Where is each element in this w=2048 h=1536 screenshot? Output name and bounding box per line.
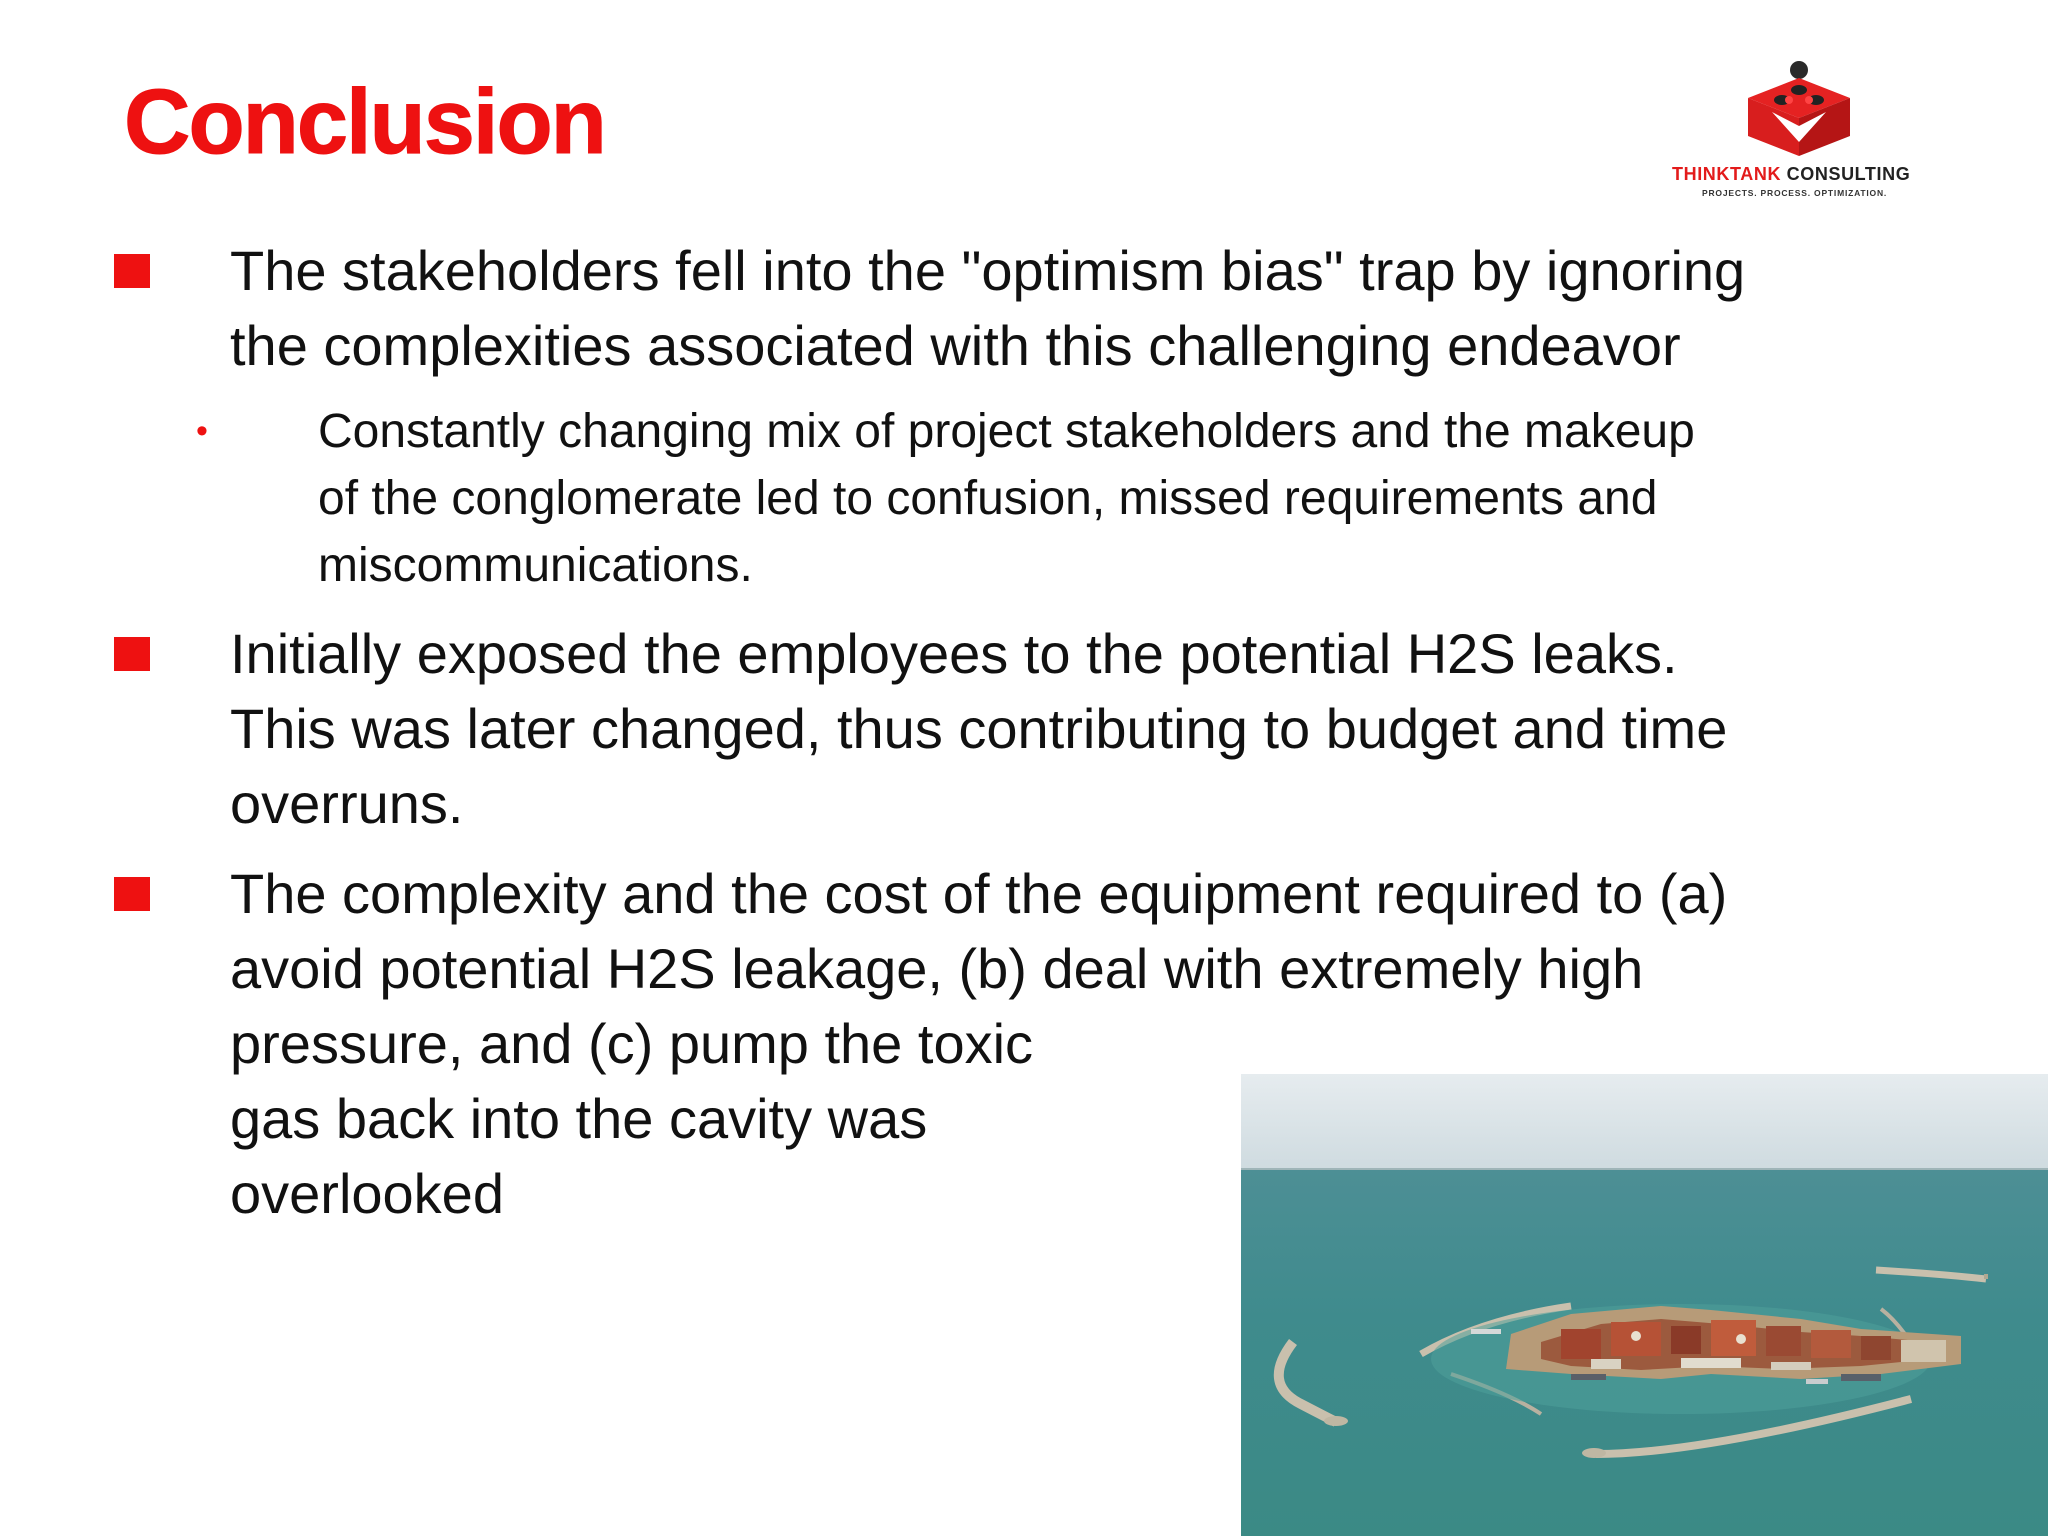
- offshore-platform-photo: [1241, 1074, 2048, 1536]
- logo-name-think: THINK: [1672, 164, 1730, 184]
- bullet-3-line-3: pressure, and (c) pump the toxic: [230, 1012, 1034, 1075]
- slide-title: Conclusion: [124, 71, 605, 173]
- logo-tagline: PROJECTS. PROCESS. OPTIMIZATION.: [1702, 188, 1888, 198]
- bullet-1-line-2: the complexities associated with this challenging endeavor: [230, 314, 1681, 377]
- bullet-2-line-1: Initially exposed the employees to the potential H2S leaks.: [230, 622, 1678, 685]
- company-logo: [1660, 56, 1940, 206]
- logo-name: [1672, 164, 1948, 185]
- bullet-1-line-1: The stakeholders fell into the "optimism bias" trap by ignoring: [230, 239, 1746, 302]
- bullet-3-line-1: The complexity and the cost of the equipment required to (a): [230, 862, 1728, 925]
- offshore-island-image: [1241, 1074, 2048, 1536]
- bullet-3-line-2: avoid potential H2S leakage, (b) deal with extremely high: [230, 937, 1644, 1000]
- sub-bullet-line-1: Constantly changing mix of project stakeholders and the makeup: [318, 405, 1695, 458]
- logo-name-tank: TANK: [1730, 164, 1782, 184]
- red-dot-bullet-icon: •: [196, 412, 208, 450]
- bullet-3-line-4: gas back into the cavity was: [230, 1087, 928, 1150]
- sub-bullet-line-2: of the conglomerate led to confusion, missed requirements and: [318, 472, 1658, 525]
- red-square-bullet-icon: [114, 877, 150, 911]
- thinktank-cube-logo-icon: [1734, 60, 1864, 162]
- bullet-3-line-5: overlooked: [230, 1162, 504, 1225]
- red-square-bullet-icon: [114, 254, 150, 288]
- bullet-2-line-3: overruns.: [230, 772, 464, 835]
- red-square-bullet-icon: [114, 637, 150, 671]
- logo-name-consulting: CONSULTING: [1781, 164, 1911, 184]
- sub-bullet-line-3: miscommunications.: [318, 539, 753, 592]
- bullet-2-line-2: This was later changed, thus contributing to budget and time: [230, 697, 1728, 760]
